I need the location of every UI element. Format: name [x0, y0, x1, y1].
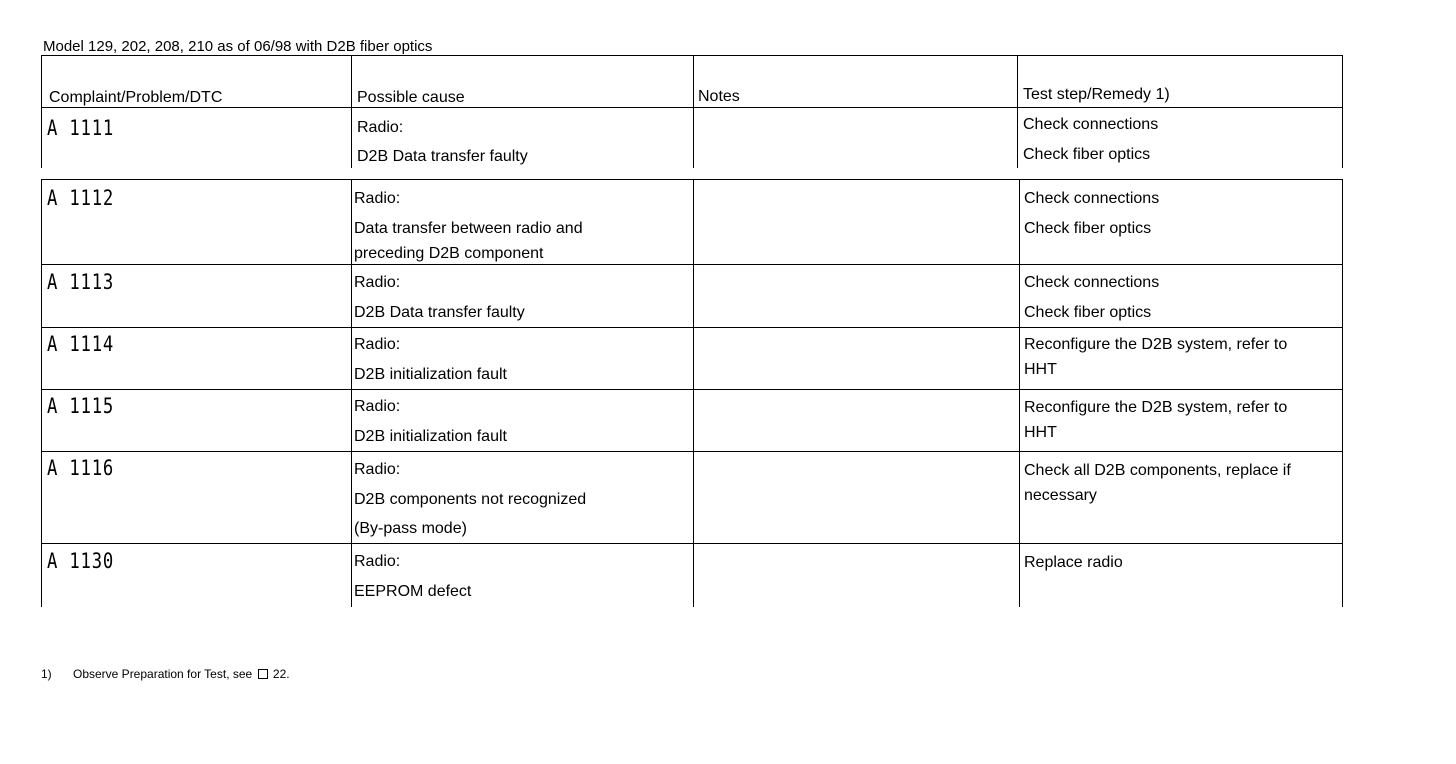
remedy-line: Check fiber optics	[1024, 220, 1152, 237]
cause-line: D2B components not recognized	[354, 491, 587, 508]
dtc-code: A 1113	[47, 270, 115, 294]
cause-line: Radio:	[354, 398, 401, 415]
remedy-line: HHT	[1024, 424, 1057, 441]
column-header-complaint: Complaint/Problem/DTC	[49, 89, 223, 106]
footnote-page: 22.	[272, 667, 290, 681]
cause-line: D2B Data transfer faulty	[357, 148, 528, 165]
cause-line: preceding D2B component	[354, 245, 544, 262]
page-reference-icon	[258, 669, 268, 679]
dtc-code: A 1115	[47, 394, 115, 418]
dtc-code: A 1114	[47, 332, 115, 356]
remedy-line: Reconfigure the D2B system, refer to	[1024, 399, 1288, 416]
footnote-text: Observe Preparation for Test, see	[73, 667, 253, 681]
remedy-line: Check connections	[1024, 190, 1160, 207]
cause-line: Radio:	[354, 274, 401, 291]
footnote-number: 1)	[41, 667, 52, 681]
table-block-main	[41, 179, 1343, 607]
cause-line: Data transfer between radio and	[354, 220, 583, 237]
cause-line: Radio:	[354, 190, 401, 207]
cause-line: Radio:	[354, 553, 401, 570]
cause-line: Radio:	[357, 119, 404, 136]
cause-line: D2B Data transfer faulty	[354, 304, 525, 321]
remedy-line: necessary	[1024, 487, 1097, 504]
remedy-line: Check fiber optics	[1023, 146, 1151, 163]
cause-line: Radio:	[354, 461, 401, 478]
cause-line: EEPROM defect	[354, 583, 472, 600]
dtc-code: A 1130	[47, 549, 115, 573]
remedy-line: Check connections	[1024, 274, 1160, 291]
remedy-line: Replace radio	[1024, 554, 1123, 571]
cause-line: (By-pass mode)	[354, 520, 467, 537]
column-header-notes: Notes	[698, 88, 740, 105]
remedy-line: Reconfigure the D2B system, refer to	[1024, 336, 1288, 353]
footnote	[41, 666, 290, 682]
dtc-code: A 1116	[47, 456, 115, 480]
remedy-line: Check connections	[1023, 116, 1159, 133]
remedy-line: Check fiber optics	[1024, 304, 1152, 321]
cause-line: D2B initialization fault	[354, 366, 507, 383]
cause-line: D2B initialization fault	[354, 428, 507, 445]
remedy-line: HHT	[1024, 361, 1057, 378]
page-title: Model 129, 202, 208, 210 as of 06/98 with D2B fiber optics	[43, 38, 433, 55]
dtc-code: A 1112	[47, 186, 115, 210]
column-header-cause: Possible cause	[357, 89, 465, 106]
table-block-top	[41, 55, 1343, 168]
remedy-line: Check all D2B components, replace if	[1024, 462, 1291, 479]
dtc-code: A 1111	[47, 116, 115, 140]
column-header-remedy: Test step/Remedy 1)	[1023, 86, 1170, 103]
cause-line: Radio:	[354, 336, 401, 353]
